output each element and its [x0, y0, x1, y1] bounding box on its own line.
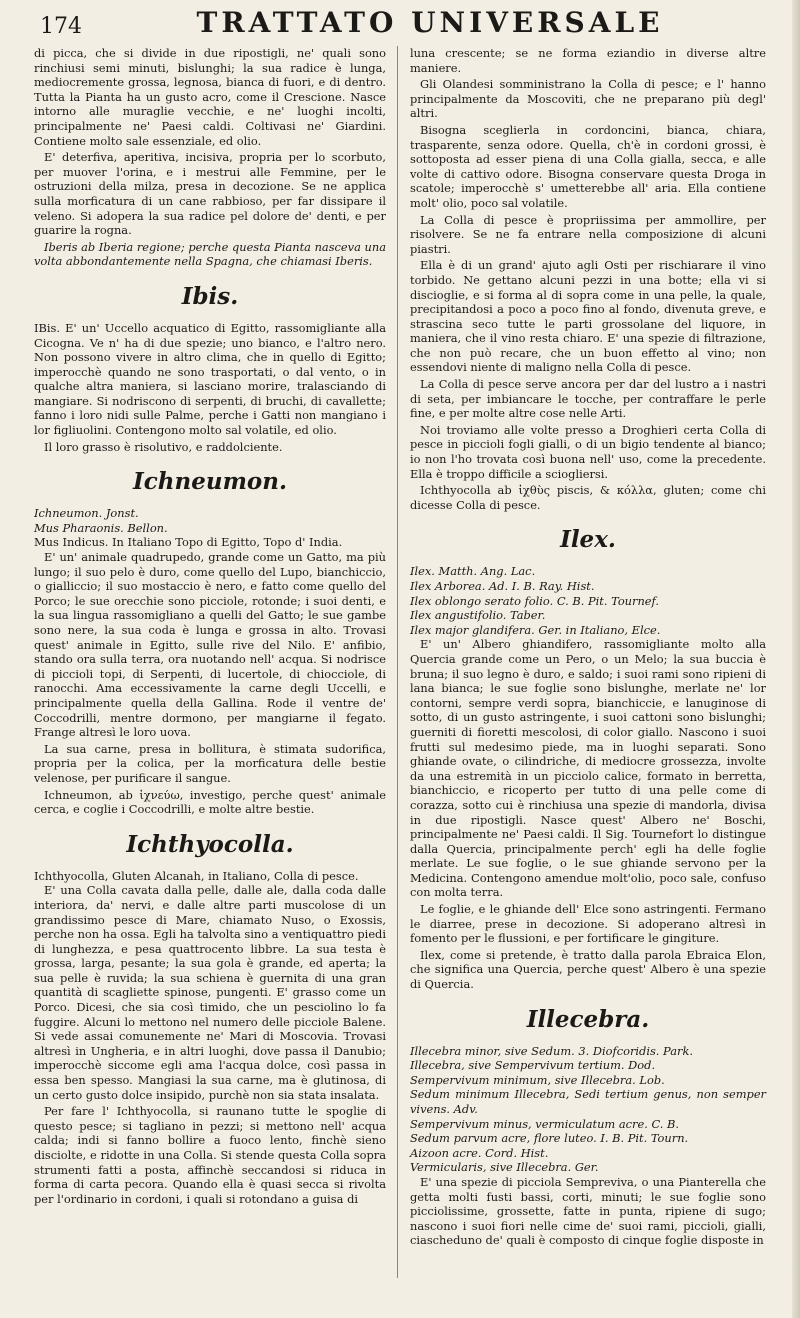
- paragraph: E' una spezie di picciola Sempreviva, o una Pianterella che getta molti fusti bassi, corti, minuti; le sue foglie sono picciolissime, grossette, fatte in punta, ripiene di sugo; nascono i suoi fiori nelle cime de' suoi rami, piccioli, gialli, ciascheduno de' quali è composto di cinque foglie disposte in: [410, 1174, 766, 1248]
- synonym-line: Sedum parvum acre, flore luteo. I. B. Pit. Tourn.: [410, 1131, 689, 1146]
- paragraph: Ichneumon, ab ἰχνεύω, investigo, perche quest' animale cerca, e coglie i Coccodrilli, e molte altre bestie.: [34, 787, 386, 817]
- page-edge: [792, 0, 800, 1318]
- synonym-line: Ilex Arborea. Ad. I. B. Ray. Hist.: [410, 579, 595, 593]
- paragraph: Iberis ab Iberia regione; perche questa Pianta nasceva una volta abbondantemente nella Spagna, che chiamasi Iberis.: [34, 239, 386, 269]
- synonym-line: Sedum minimum Illecebra, Sedi tertium genus, non semper vivens. Adv.: [410, 1087, 766, 1116]
- synonym-line: Mus Indicus. In Italiano Topo di Egitto, Topo d' India.: [34, 535, 343, 550]
- paragraph: IBis. E' un' Uccello acquatico di Egitto, rassomigliante alla Cicogna. Ve n' ha di due spezie; uno bianco, e l'altro nero. Non possono vivere in altro clima, che in quello di Egitto; imperocchè quando ne sono trasportati, o dal vento, o in qualche altra maniera, si lasciano morire, tralasciando di mangiare. Si nodriscono di serpenti, di bruchi, di cavallette; fanno i loro nidi sulle Palme, perche i Gatti non mangiano i lor figliuolini. Contengono molto sal volatile, ed olio.: [34, 320, 386, 438]
- paragraph: E' una Colla cavata dalla pelle, dalle ale, dalla coda dalle interiora, da' nervi, e dalle altre parti muscolose di un grandissimo pesce di Mare, chiamato Nuso, o Exossis, perche non ha ossa. Egli ha talvolta sino a ventiquattro piedi di lunghezza, e pesa quattrocento libbre. La sua testa è grossa, larga, pesante; la sua gola è grande, ed aperta; la sua pelle è ruvida; la sua schiena è guernita di una gran quantità di scagliette spinose, pungenti. E' grasso come un Porco. Dicesi, che sia così timido, che un pesciolino lo fa fuggire. Alcuni lo mettono nel numero delle picciole Balene. Si vede assai comunemente ne' Mari di Moscovia. Trovasi altresì in Ungheria, e in altri luoghi, dove passa il Danubio; imperocchè siccome egli ama l'acqua dolce, così passa in essa ben spesso. Mangiasi la sua carne, ma è glutinosa, di un certo gusto dolce insipido, purchè non sia stata insalata.: [34, 883, 386, 1102]
- entry-heading-ibis: Ibis.: [181, 282, 239, 310]
- synonym-line: Illecebra, sive Sempervivum tertium. Dod.: [410, 1058, 656, 1073]
- paragraph: luna crescente; se ne forma eziandio in diverse altre maniere.: [410, 46, 766, 75]
- synonym-line: Mus Pharaonis. Bellon.: [34, 520, 168, 535]
- page-header: [40, 6, 770, 40]
- paragraph: Ella è di un grand' ajuto agli Osti per rischiarare il vino torbido. Ne gettano alcuni pezzi in una botte; ella vi si discioglie, e si forma al di sopra come in una pelle, la quale, precipitandosi a poco a poco fino al fondo, divenuta greve, e strascina seco tutte le parti grossolane del liquore, in maniera, che il vino resta chiaro. E' una spezie di filtrazione, che non può recare, che un buon effetto al vino; non essendovi niente di maligno nella Colla di pesce.: [410, 258, 766, 375]
- synonym-line: Illecebra minor, sive Sedum. 3. Diofcoridis. Park.: [410, 1043, 693, 1058]
- synonym-line: Ichneumon. Jonst.: [34, 506, 139, 521]
- entry-heading-illecebra: Illecebra.: [526, 1005, 650, 1033]
- synonym-line: Aizoon acre. Cord. Hist.: [410, 1145, 549, 1160]
- paragraph: La Colla di pesce serve ancora per dar del lustro a i nastri di seta, per imbiancare le tocche, per contraffare le perle fine, e per molte altre cose nelle Arti.: [410, 377, 766, 421]
- paragraph: E' deterfiva, aperitiva, incisiva, propria per lo scorbuto, per muover l'orina, e i mestrui alle Femmine, per le ostruzioni della milza, presa in decozione. Se ne applica sulla morficatura di un cane rabbioso, per far dissipare il veleno. Si adopera la sua radice pel dolore de' denti, e per guarire la rogna.: [34, 150, 386, 238]
- paragraph: E' un' animale quadrupedo, grande come un Gatto, ma più lungo; il suo pelo è duro, come quello del Lupo, bianchiccio, o gialliccio; il suo mostaccio è nero, e fatto come quello del Porco; le sue orecchie sono picciole, rotonde; i suoi denti, e la sua lingua rassomigliano a quelli del Gatto; le sue gambe sono nere, la sua coda è lunga e grossa in alto. Trovasi quest' animale in Egitto, sulle rive del Nilo. E' anfibio, stando ora sulla terra, ora nuotando nell' acqua. Si nodrisce di piccioli topi, di Serpenti, di lucertole, di chiocciole, di ranocchi. Ama eccessivamente la carne degli Uccelli, e principalmente quella della Gallina. Rode il ventre de' Coccodrilli, mentre dormono, per mangiarne il fegato. Frange altresì le loro uova.: [34, 550, 386, 740]
- paragraph: La sua carne, presa in bollitura, è stimata sudorifica, propria per la colica, per la morficatura delle bestie velenose, per purificare il sangue.: [34, 741, 386, 785]
- paragraph: Bisogna sceglierla in cordoncini, bianca, chiara, trasparente, senza odore. Quella, ch'è in cordoni grossi, è sottoposta ad esser piena di una Colla gialla, secca, e alle volte di cattivo odore. Bisogna conservare questa Droga in scatole; imperocchè s' umetterebbe all' aria. Ella contiene molt' olio, poco sal volatile.: [410, 122, 766, 210]
- synonym-line: Ichthyocolla, Gluten Alcanah, in Italiano, Colla di pesce.: [34, 868, 359, 883]
- paragraph: E' un' Albero ghiandifero, rassomigliante molto alla Quercia grande come un Pero, o un Melo; la sua buccia è bruna; il suo legno è duro, e saldo; i suoi rami sono ripieni di lana bianca; le sue foglie sono bislunghe, merlate ne' lor contorni, sempre verdi sopra, bianchiccie, e lanuginose di sotto, di un gusto astringente, i suoi cattoni sono bislunghi; guerniti di fioretti mescolosi, di color giallo. Nascono i suoi frutti sul medesimo piede, ma in luoghi separati. Sono ghiande ovate, o cilindriche, di mediocre grossezza, involte da una estremità in un picciolo calice, formato in berretta, bianchiccio, e ricoperto per tutto di una pelle come di corazza, sotto cui è rinchiusa una spezie di mandorla, divisa in due ripostigli. Nasce quest' Albero ne' Boschi, principalmente ne' Paesi caldi. Il Sig. Tournefort lo distingue dalla Quercia, principalmente perch' egli ha delle foglie merlate. Le sue foglie, o le sue ghiande servono per la Medicina. Contengono amendue molt'olio, poco sale, confuso con molta terra.: [410, 637, 766, 900]
- synonym-line: Ilex major glandifera. Ger. in Italiano, Elce.: [410, 622, 661, 637]
- entry-heading-ilex: Ilex.: [560, 526, 616, 554]
- paragraph: Per fare l' Ichthyocolla, si raunano tutte le spoglie di questo pesce; si tagliano in pezzi; si mettono nell' acqua calda; indi si fanno bollire a fuoco lento, finchè sieno disciolte, e ridotte in una Colla. Si stende questa Colla sopra strumenti fatti a posta, affinchè seccandosi si riduca in forma di carta pecora. Quando ella è quasi secca si rivolta per l'ordinario in cordoni, i quali si rotondano a guisa di: [34, 1104, 386, 1206]
- paragraph: Noi troviamo alle volte presso a Droghieri certa Colla di pesce in piccioli fogli gialli, o di un bigio tendente al bianco; io non l'ho trovata così buona nell' uso, come la precedente. Ella è troppo difficile a sciogliersi.: [410, 422, 766, 481]
- paragraph: La Colla di pesce è propriissima per ammollire, per risolvere. Se ne fa entrare nella composizione di alcuni piastri.: [410, 212, 766, 256]
- paragraph: Le foglie, e le ghiande dell' Elce sono astringenti. Fermano le diarree, prese in decozione. Si adoperano altresì in fomento per le flussioni, e per fortificare le gingiture.: [410, 902, 766, 946]
- entry-heading-ichthyocolla: Ichthyocolla.: [126, 830, 294, 858]
- right-column: [410, 46, 766, 1250]
- synonym-line: Sempervivum minimum, sive Illecebra. Lob.: [410, 1072, 665, 1087]
- paragraph: di picca, che si divide in due ripostigli, ne' quali sono rinchiusi semi minuti, bislunghi; la sua radice è lunga, mediocremente grossa, legnosa, bianca di fuori, e di dentro. Tutta la Pianta ha un gusto acro, come il Crescione. Nasce intorno alle muraglie vecchie, e ne' luoghi incolti, principalmente ne' Paesi caldi. Coltivasi ne' Giardini. Contiene molto sale essenziale, ed olio.: [34, 46, 386, 148]
- synonym-line: Ilex. Matth. Ang. Lac.: [410, 564, 536, 579]
- page-number: 174: [40, 14, 82, 39]
- synonym-line: Ilex angustifolio. Taber.: [410, 608, 546, 623]
- paragraph: Gli Olandesi somministrano la Colla di pesce; e l' hanno principalmente da Moscoviti, che ne preparano più degl' altri.: [410, 77, 766, 121]
- column-divider: [397, 46, 398, 1278]
- running-title: TRATTATO UNIVERSALE: [196, 6, 664, 39]
- entry-heading-ichneumon: Ichneumon.: [133, 468, 287, 496]
- left-column: [34, 46, 386, 1208]
- paragraph: Ichthyocolla ab ἰχθὺς piscis, & κόλλα, gluten; come chi dicesse Colla di pesce.: [410, 483, 766, 512]
- paragraph: Ilex, come si pretende, è tratto dalla parola Ebraica Elon, che significa una Quercia, perche quest' Albero è una spezie di Quercia.: [410, 947, 766, 992]
- synonym-line: Vermicularis, sive Illecebra. Ger.: [410, 1160, 599, 1175]
- paragraph: Il loro grasso è risolutivo, e raddolciente.: [44, 439, 283, 454]
- synonym-line: Sempervivum minus, vermiculatum acre. C. B.: [410, 1116, 679, 1131]
- synonym-line: Ilex oblongo serato folio. C. B. Pit. Tournef.: [410, 593, 659, 608]
